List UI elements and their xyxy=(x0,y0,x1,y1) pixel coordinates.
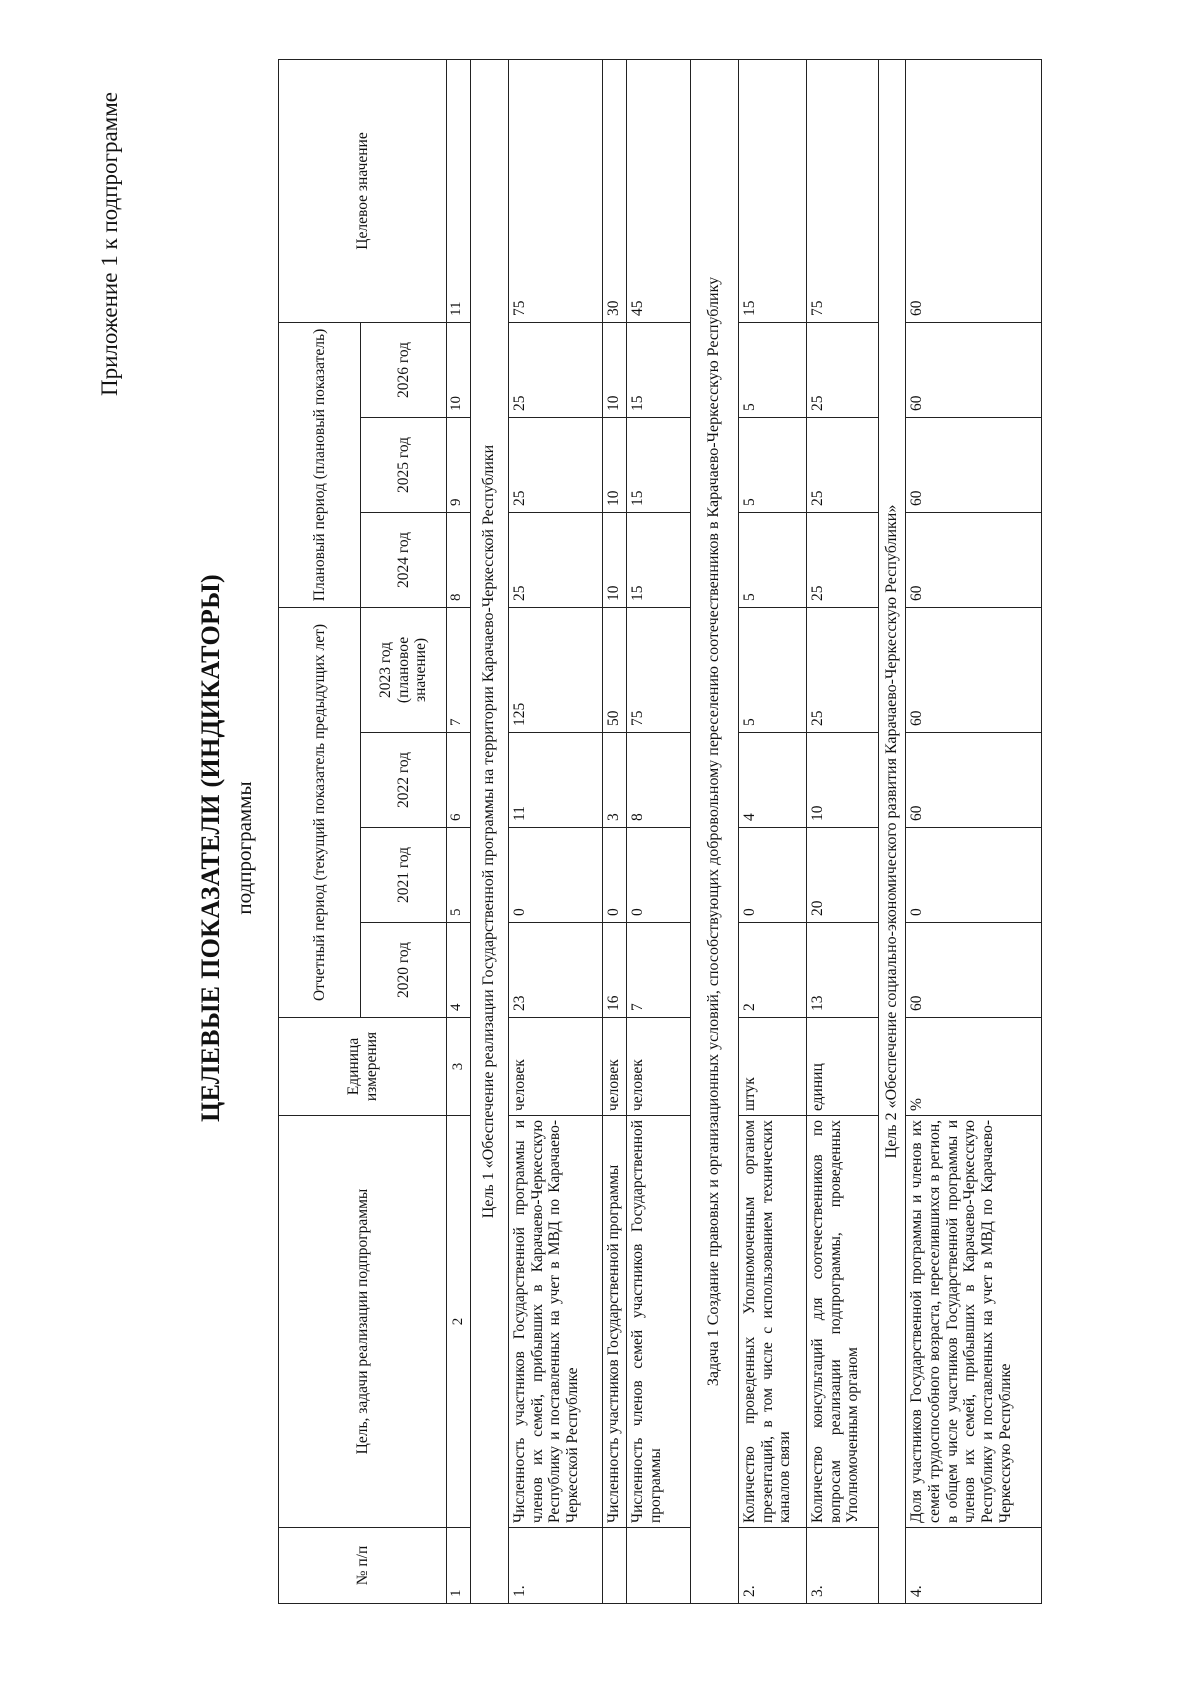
row-unit: человек xyxy=(627,1018,691,1116)
column-number: 1 xyxy=(447,1528,471,1604)
value-2021: 0 xyxy=(739,828,807,923)
row-unit: штук xyxy=(739,1018,807,1116)
value-2025: 25 xyxy=(509,417,603,512)
column-number: 3 xyxy=(447,1018,471,1116)
row-name: Доля участников Государственной программы и членов их семей трудоспособного возраста, переселившихся в регион, в общем числе участников Государственной программы и членов их семей, прибывших в Карачаево-Черкесскую Республику и поставленных на учет в МВД по Карачаево-Черкесскую Республике xyxy=(906,1116,1042,1528)
column-number: 10 xyxy=(447,322,471,417)
header-name: Цель, задачи реализации подпрограммы xyxy=(279,1116,447,1528)
value-2020: 13 xyxy=(807,923,879,1018)
goal-1-row: Цель 1 «Обеспечение реализации Государственной программы на территории Карачаево-Черкесской Республики xyxy=(471,59,509,1603)
column-number: 2 xyxy=(447,1116,471,1528)
value-2026: 10 xyxy=(603,322,627,417)
value-2020: 16 xyxy=(603,923,627,1018)
value-target: 75 xyxy=(509,59,603,322)
value-2025: 25 xyxy=(807,417,879,512)
page-subtitle: подпрограммы xyxy=(232,781,256,915)
value-2020: 2 xyxy=(739,923,807,1018)
value-2020: 7 xyxy=(627,923,691,1018)
value-target: 75 xyxy=(807,59,879,322)
value-2022: 8 xyxy=(627,733,691,828)
header-target: Целевое значение xyxy=(279,59,447,322)
row-name: Численность членов семей участников Государственной программы xyxy=(627,1116,691,1528)
column-number: 6 xyxy=(447,733,471,828)
value-2024: 25 xyxy=(509,512,603,607)
header-2022: 2022 год xyxy=(361,733,447,828)
row-num: 2. xyxy=(739,1528,807,1604)
value-2024: 5 xyxy=(739,512,807,607)
header-2020: 2020 год xyxy=(361,923,447,1018)
header-report-period: Отчетный период (текущий показатель предыдущих лет) xyxy=(279,607,361,1017)
value-2024: 60 xyxy=(906,512,1042,607)
value-2020: 23 xyxy=(509,923,603,1018)
value-2023: 25 xyxy=(807,607,879,732)
column-number: 4 xyxy=(447,923,471,1018)
value-2023: 5 xyxy=(739,607,807,732)
value-2022: 11 xyxy=(509,733,603,828)
row-unit: человек xyxy=(509,1018,603,1116)
task-1-row: Задача 1 Создание правовых и организационных условий, способствующих добровольному переселению соотечественников в Карачаево-Черкесскую Республику xyxy=(691,59,739,1603)
column-number: 7 xyxy=(447,607,471,732)
row-unit: человек xyxy=(603,1018,627,1116)
row-unit: % xyxy=(906,1018,1042,1116)
value-2023: 75 xyxy=(627,607,691,732)
table-row xyxy=(739,59,807,1603)
row-name: Количество проведенных Уполномоченным органом презентаций, в том числе с использованием технических каналов связи xyxy=(739,1116,807,1528)
value-2026: 25 xyxy=(509,322,603,417)
row-num xyxy=(627,1528,691,1604)
column-number: 11 xyxy=(447,59,471,322)
value-2026: 25 xyxy=(807,322,879,417)
value-2024: 10 xyxy=(603,512,627,607)
table-row xyxy=(509,59,603,1603)
value-2022: 4 xyxy=(739,733,807,828)
column-number: 5 xyxy=(447,828,471,923)
value-2025: 60 xyxy=(906,417,1042,512)
row-num: 1. xyxy=(509,1528,603,1604)
value-2025: 5 xyxy=(739,417,807,512)
value-2026: 60 xyxy=(906,322,1042,417)
row-num: 3. xyxy=(807,1528,879,1604)
value-2026: 5 xyxy=(739,322,807,417)
header-2025: 2025 год xyxy=(361,417,447,512)
column-number: 9 xyxy=(447,417,471,512)
value-2021: 0 xyxy=(906,828,1042,923)
header-2021: 2021 год xyxy=(361,828,447,923)
value-2025: 10 xyxy=(603,417,627,512)
page-title: ЦЕЛЕВЫЕ ПОКАЗАТЕЛИ (ИНДИКАТОРЫ) xyxy=(196,574,225,1122)
row-num xyxy=(603,1528,627,1604)
header-2024: 2024 год xyxy=(361,512,447,607)
header-plan-period: Плановый период (плановый показатель) xyxy=(279,322,361,607)
header-2023: 2023 год (плановое значение) xyxy=(361,607,447,732)
value-2022: 10 xyxy=(807,733,879,828)
value-2023: 50 xyxy=(603,607,627,732)
value-2022: 3 xyxy=(603,733,627,828)
header-num: № п/п xyxy=(279,1528,447,1604)
table-row xyxy=(627,59,691,1603)
column-number: 8 xyxy=(447,512,471,607)
value-2023: 60 xyxy=(906,607,1042,732)
value-2022: 60 xyxy=(906,733,1042,828)
appendix-note: Приложение 1 к подпрограмме xyxy=(97,92,122,396)
goal-2-row: Цель 2 «Обеспечение социально-экономического развития Карачаево-Черкесскую Республики» xyxy=(879,59,906,1603)
header-unit: Единица измерения xyxy=(279,1018,447,1116)
row-name: Численность участников Государственной программы и членов их семей, прибывших в Карачаево-Черкесскую Республику и поставленных на учет в МВД по Карачаево-Черкесской Республике xyxy=(509,1116,603,1528)
value-2021: 0 xyxy=(603,828,627,923)
table-row xyxy=(906,59,1042,1603)
row-num: 4. xyxy=(906,1528,1042,1604)
row-name: Количество консультаций для соотечественников по вопросам реализации подпрограммы, проведенных Уполномоченным органом xyxy=(807,1116,879,1528)
value-2025: 15 xyxy=(627,417,691,512)
header-2026: 2026 год xyxy=(361,322,447,417)
value-2026: 15 xyxy=(627,322,691,417)
value-2024: 15 xyxy=(627,512,691,607)
value-2021: 20 xyxy=(807,828,879,923)
value-target: 60 xyxy=(906,59,1042,322)
value-target: 30 xyxy=(603,59,627,322)
value-2024: 25 xyxy=(807,512,879,607)
row-name: Численность участников Государственной программы xyxy=(603,1116,627,1528)
value-target: 45 xyxy=(627,59,691,322)
value-2021: 0 xyxy=(509,828,603,923)
table-row xyxy=(807,59,879,1603)
table-row xyxy=(603,59,627,1603)
row-unit: единиц xyxy=(807,1018,879,1116)
value-2023: 125 xyxy=(509,607,603,732)
indicators-table xyxy=(278,59,1042,1604)
value-2021: 0 xyxy=(627,828,691,923)
value-target: 15 xyxy=(739,59,807,322)
value-2020: 60 xyxy=(906,923,1042,1018)
